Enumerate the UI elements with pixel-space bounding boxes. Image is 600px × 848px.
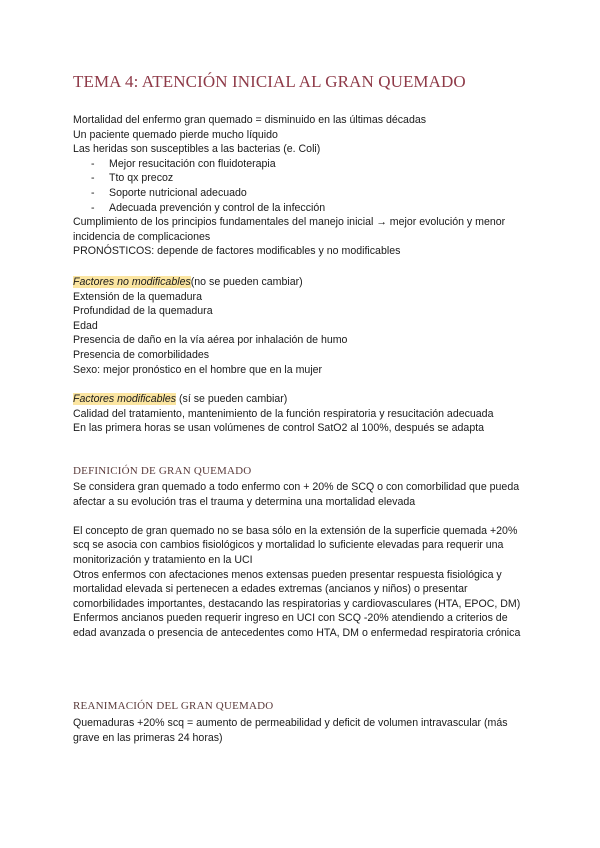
page-title: TEMA 4: ATENCIÓN INICIAL AL GRAN QUEMADO (73, 72, 466, 91)
list-item: - Soporte nutricional adecuado (91, 186, 247, 199)
list-item: En las primera horas se usan volúmenes de control SatO2 al 100%, después se adapta (73, 422, 485, 435)
intro-section (73, 113, 528, 259)
paragraph: Otros enfermos con afectaciones menos extensas pueden presentar respuesta fisiológica y mortalidad elevada si pertenecen a edades extremas (ancianos y niños) o presentar comorbilidades importantes, destacando las respiratorias y cardiovasculares (HTA, EPOC, DM) (73, 568, 521, 610)
non-modifiable-factors (73, 275, 528, 377)
highlight-label: Factores no modificables (73, 276, 191, 288)
intro-line: Las heridas son susceptibles a las bacterias (e. Coli) (73, 143, 321, 156)
intro-line: Mortalidad del enfermo gran quemado = disminuido en las últimas décadas (73, 114, 427, 126)
section-heading-definicion: DEFINICIÓN DE GRAN QUEMADO (73, 465, 252, 477)
intro-line: Cumplimiento de los principios fundamentales del manejo inicial → mejor evolución y menor incidencia de complicaciones (73, 216, 506, 243)
list-item: - Mejor resucitación con fluidoterapia (91, 157, 276, 170)
section-heading-reanimacion: REANIMACIÓN DEL GRAN QUEMADO (73, 700, 274, 712)
label-note: (no se pueden cambiar) (190, 276, 303, 288)
list-item: Extensión de la quemadura (73, 290, 202, 303)
list-item: Sexo: mejor pronóstico en el hombre que en la mujer (73, 363, 323, 376)
modifiable-factors (73, 392, 528, 436)
list-item: Profundidad de la quemadura (73, 305, 213, 318)
paragraph: El concepto de gran quemado no se basa sólo en la extensión de la superficie quemada +20% scq se asocia con cambios fisiológicos y mortalidad lo suficiente elevadas para requerir una monitorización y tratamiento en la UCI (73, 524, 518, 566)
intro-line: Un paciente quemado pierde mucho líquido (73, 128, 278, 141)
list-item: - Adecuada prevención y control de la infección (91, 201, 326, 214)
list-item: Calidad del tratamiento, mantenimiento de la función respiratoria y resucitación adecuada (73, 407, 494, 420)
paragraph: Enfermos ancianos pueden requerir ingreso en UCI con SCQ -20% atendiendo a criterios de edad avanzada o presencia de antecedentes como HTA, DM o enfermedad respiratoria crónica (73, 612, 521, 639)
highlight-label: Factores modificables (73, 393, 177, 405)
list-item: Presencia de daño en la vía aérea por inhalación de humo (73, 334, 348, 347)
reanimation-section (73, 716, 528, 745)
list-item: - Tto qx precoz (91, 172, 174, 185)
list-item: Presencia de comorbilidades (73, 348, 210, 361)
definition-section (73, 480, 528, 641)
paragraph: Quemaduras +20% scq = aumento de permeabilidad y deficit de volumen intravascular (más grave en las primeras 24 horas) (73, 717, 508, 744)
label-note: (sí se pueden cambiar) (176, 393, 288, 405)
list-item: Edad (73, 319, 98, 332)
paragraph: Se considera gran quemado a todo enfermo con + 20% de SCQ o con comorbilidad que pueda afectar a su evolución tras el trauma y determina una mortalidad elevada (73, 481, 520, 508)
intro-line: PRONÓSTICOS: depende de factores modificables y no modificables (73, 245, 401, 258)
